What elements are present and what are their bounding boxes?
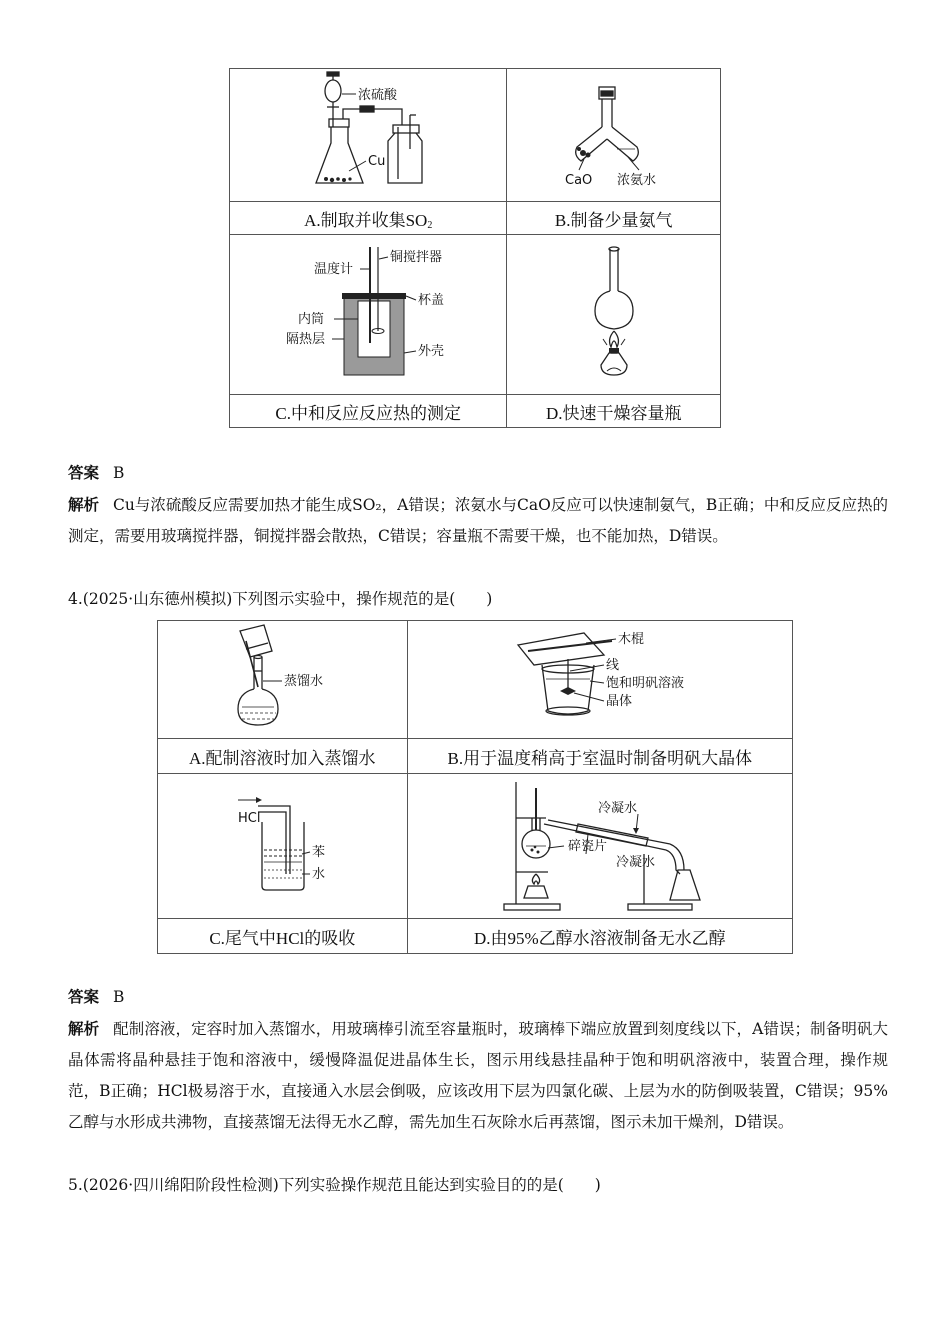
label-cooling-water-top: 冷凝水: [597, 801, 637, 816]
label-saturated-alum-solution: 饱和明矾溶液: [605, 676, 684, 691]
q4-option-a-figure: [158, 621, 408, 739]
label-cu: Cu: [368, 154, 386, 169]
q4-option-d-figure: [407, 774, 792, 919]
so2-apparatus-illustration: [230, 69, 507, 202]
label-hcl: HCl: [238, 811, 261, 826]
q4-option-b-figure: [407, 621, 792, 739]
hcl-absorption-illustration: [158, 774, 407, 919]
label-insulation: 隔热层: [286, 332, 326, 347]
label-lid: 杯盖: [418, 293, 445, 308]
label-wooden-stick: 木棍: [617, 632, 644, 647]
label-copper-stirrer: 铜搅拌器: [390, 250, 443, 265]
volumetric-flask-pouring-illustration: [158, 621, 407, 739]
q4-option-a-caption: A.配制溶液时加入蒸馏水: [158, 739, 408, 774]
label-conc-sulfuric-acid: 浓硫酸: [358, 88, 398, 103]
label-outer-shell: 外壳: [418, 344, 445, 359]
q3-option-c-caption: C.中和反应反应热的测定: [230, 395, 507, 428]
label-cao: CaO: [565, 173, 593, 188]
calorimeter-illustration: [230, 235, 507, 395]
q3-answer: 答案 B: [68, 464, 125, 482]
alum-crystal-illustration: [408, 621, 793, 739]
q3-option-b-figure: [507, 69, 721, 202]
q4-option-d-caption: D.由95%乙醇水溶液制备无水乙醇: [407, 919, 792, 954]
label-porcelain-chips: 碎瓷片: [567, 839, 607, 854]
label-thermometer: 温度计: [314, 262, 354, 277]
q4-option-table: [157, 620, 793, 954]
q4-analysis: 解析 配制溶液，定容时加入蒸馏水，用玻璃棒引流至容量瓶时，玻璃棒下端应放置到刻度线以下，A错误；制备明矾大晶体需将晶种悬挂于饱和溶液中，缓慢降温促进晶体生长，图示用线悬挂晶种于饱和明矾溶液中，装置合理，操作规范，B正确；HCl极易溶于水，直接通入水层会倒吸，应该改用下层为四氯化碳、上层为水的防倒吸装置，C错误；95%乙醇与水形成共沸物，直接蒸馏无法得无水乙醇，需先加生石灰除水后再蒸馏，图示未加干燥剂，D错误。: [68, 1020, 888, 1131]
label-water: 水: [312, 867, 326, 882]
q3-analysis: 解析 Cu与浓硫酸反应需要加热才能生成SO₂，A错误；浓氨水与CaO反应可以快速制氨气，B正确；中和反应反应热的测定，需要用玻璃搅拌器，铜搅拌器会散热，C错误；容量瓶不需要干燥，也不能加热，D错误。: [68, 496, 888, 545]
q3-option-d-caption: D.快速干燥容量瓶: [507, 395, 721, 428]
q4-option-c-caption: C.尾气中HCl的吸收: [158, 919, 408, 954]
q3-option-c-figure: [230, 235, 507, 395]
volumetric-flask-heating-illustration: [507, 235, 720, 395]
q3-option-a-caption: A.制取并收集$SO_2$: [230, 202, 507, 235]
q5-stem: 5.(2026·四川绵阳阶段性检测)下列实验操作规范且能达到实验目的的是( ): [68, 1176, 601, 1194]
q4-option-b-caption: B.用于温度稍高于室温时制备明矾大晶体: [407, 739, 792, 774]
ammonia-apparatus-illustration: [507, 69, 720, 202]
q3-option-d-figure: [507, 235, 721, 395]
q3-option-b-caption: B.制备少量氨气: [507, 202, 721, 235]
q4-stem: 4.(2025·山东德州模拟)下列图示实验中，操作规范的是( ): [68, 590, 493, 608]
label-cooling-water-bottom: 冷凝水: [615, 855, 655, 870]
label-distilled-water: 蒸馏水: [284, 674, 324, 689]
label-conc-ammonia: 浓氨水: [617, 173, 657, 188]
q3-option-table: [229, 68, 721, 428]
q4-answer: 答案 B: [68, 988, 125, 1006]
label-inner-cup: 内筒: [298, 312, 325, 327]
q4-option-c-figure: [158, 774, 408, 919]
label-crystal: 晶体: [605, 694, 632, 709]
distillation-illustration: [408, 774, 793, 919]
q3-option-a-figure: [230, 69, 507, 202]
label-benzene: 苯: [312, 845, 326, 860]
label-thread: 线: [605, 658, 619, 673]
